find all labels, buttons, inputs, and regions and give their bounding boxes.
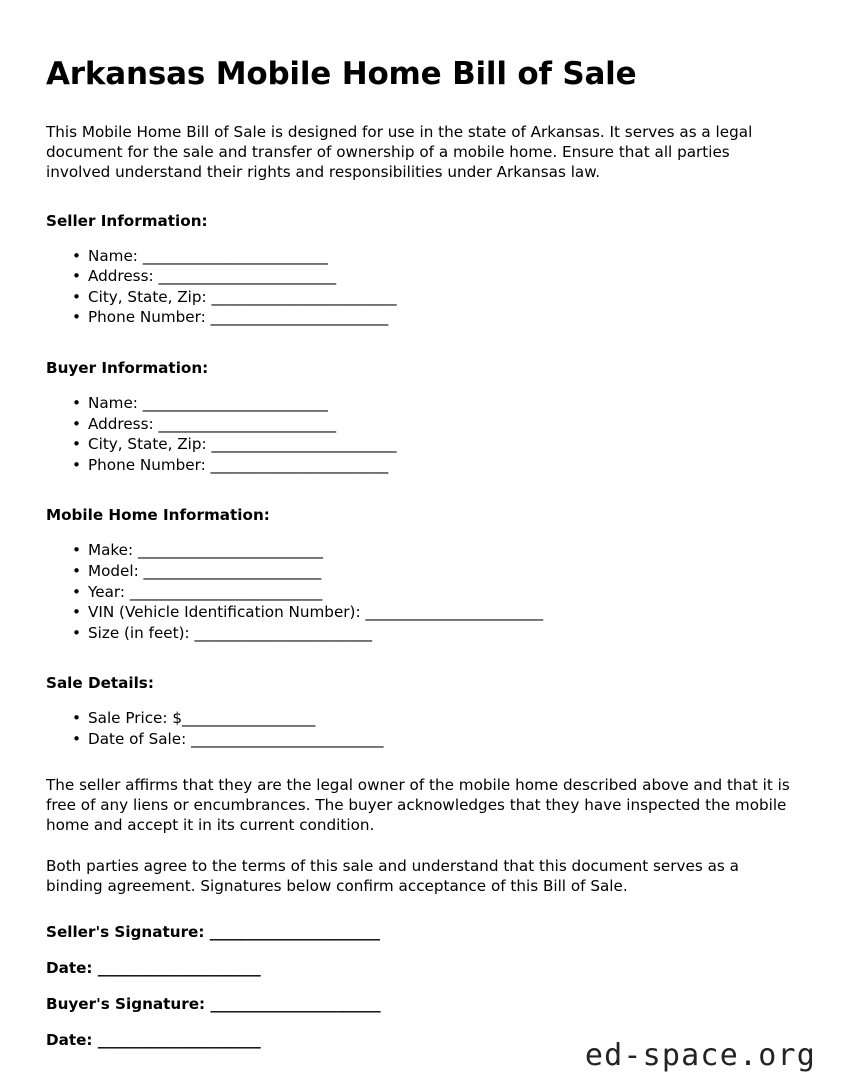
section-heading-mobile-home: Mobile Home Information: — [46, 506, 270, 525]
field-blank[interactable]: __________________________ — [191, 729, 384, 748]
list-item — [46, 434, 798, 455]
field-label: Model: — [88, 561, 139, 580]
buyer-date-blank[interactable]: ______________________ — [97, 1031, 261, 1050]
field-label: Sale Price: $ — [88, 709, 182, 728]
list-item — [46, 540, 798, 561]
sale-details-field-list — [46, 708, 798, 749]
field-blank[interactable]: _________________________ — [211, 435, 397, 454]
buyer-signature-label: Buyer's Signature: — [46, 995, 206, 1014]
buyer-field-list — [46, 393, 798, 475]
list-item — [46, 708, 798, 729]
field-blank[interactable]: _________________________ — [211, 287, 397, 306]
field-label: Year: — [88, 582, 126, 601]
list-item — [46, 623, 798, 644]
seller-field-list — [46, 246, 798, 328]
list-item — [46, 246, 798, 267]
field-blank[interactable]: _________________________ — [142, 246, 328, 265]
field-label: Date of Sale: — [88, 729, 187, 748]
field-label: Name: — [88, 393, 138, 412]
field-label: Name: — [88, 246, 138, 265]
signature-block — [46, 922, 798, 1050]
list-item — [46, 602, 798, 623]
watermark: ed-space.org — [584, 1038, 816, 1073]
field-label: Phone Number: — [88, 455, 206, 474]
list-item — [46, 307, 798, 328]
list-item — [46, 561, 798, 582]
field-blank[interactable]: ________________________ — [158, 414, 336, 433]
list-item — [46, 582, 798, 603]
binding-paragraph: Both parties agree to the terms of this sale and understand that this document serves as a binding agreement. Signatures below confirm acceptance of this Bill of Sale. — [46, 857, 739, 896]
field-blank[interactable]: ________________________ — [143, 561, 321, 580]
field-blank[interactable]: ________________________ — [210, 308, 389, 327]
field-label: City, State, Zip: — [88, 435, 207, 454]
field-blank[interactable]: ________________________ — [210, 455, 389, 474]
list-item — [46, 414, 798, 435]
list-item — [46, 266, 798, 287]
buyer-signature-line — [46, 994, 798, 1014]
field-blank[interactable]: ________________________ — [194, 623, 372, 642]
section-heading-seller: Seller Information: — [46, 211, 208, 230]
seller-date-label: Date: — [46, 959, 93, 978]
field-blank[interactable]: _________________________ — [137, 541, 323, 560]
field-blank[interactable]: _________________________ — [142, 393, 328, 412]
seller-signature-blank[interactable]: _______________________ — [209, 923, 380, 942]
field-blank[interactable]: ________________________ — [158, 267, 336, 286]
list-item — [46, 729, 798, 750]
field-label: Size (in feet): — [88, 623, 190, 642]
seller-date-blank[interactable]: ______________________ — [97, 959, 261, 978]
field-label: Address: — [88, 414, 154, 433]
buyer-signature-blank[interactable]: _______________________ — [210, 995, 381, 1014]
section-heading-buyer: Buyer Information: — [46, 358, 209, 377]
field-label: Address: — [88, 267, 154, 286]
page-title: Arkansas Mobile Home Bill of Sale — [46, 56, 637, 92]
field-label: Phone Number: — [88, 308, 206, 327]
field-label: VIN (Vehicle Identification Number): — [88, 603, 361, 622]
affirmation-paragraph: The seller affirms that they are the legal owner of the mobile home described above and that it is free of any liens or encumbrances. The buyer acknowledges that they have inspected the mobile home and accept it in its current condition. — [46, 776, 790, 835]
list-item — [46, 393, 798, 414]
field-label: Make: — [88, 541, 134, 560]
seller-signature-line — [46, 922, 798, 942]
field-blank[interactable]: __________________ — [182, 709, 316, 728]
list-item — [46, 287, 798, 308]
section-heading-sale-details: Sale Details: — [46, 674, 154, 693]
field-blank[interactable]: ________________________ — [365, 603, 543, 622]
list-item — [46, 455, 798, 476]
seller-signature-label: Seller's Signature: — [46, 923, 205, 942]
field-label: City, State, Zip: — [88, 287, 207, 306]
intro-paragraph: This Mobile Home Bill of Sale is designed for use in the state of Arkansas. It serves as a legal document for the sale and transfer of ownership of a mobile home. Ensure that all parties involved understand their rights and responsibilities under Arkansas law. — [46, 122, 753, 181]
field-blank[interactable]: __________________________ — [129, 582, 323, 601]
buyer-date-label: Date: — [46, 1031, 93, 1050]
mobile-home-field-list — [46, 540, 798, 643]
seller-date-line — [46, 958, 798, 978]
